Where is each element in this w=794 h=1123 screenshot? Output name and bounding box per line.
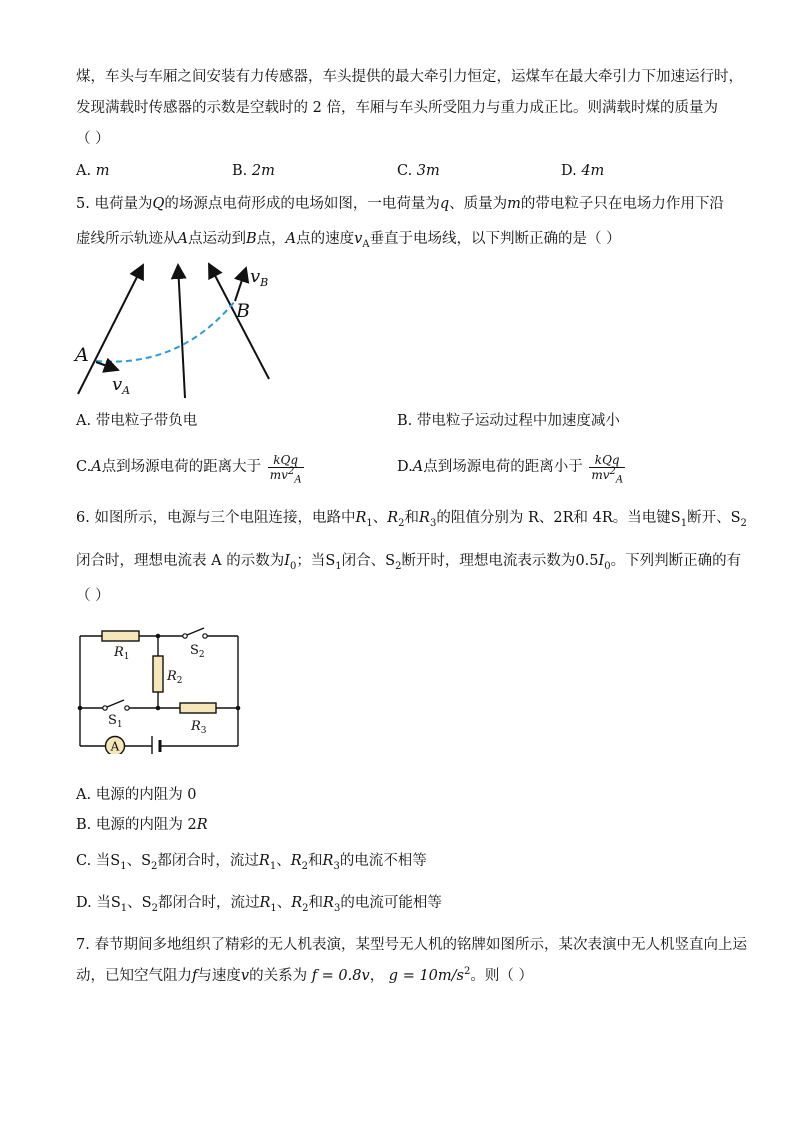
q7-line-1: 7. 春节期间多地组织了精彩的无人机表演，某型号无人机的铭牌如图所示，某次表演中无人机竖直向上运: [76, 937, 747, 953]
ammeter: [106, 737, 125, 755]
battery: [152, 736, 160, 754]
q6-line-2: 闭合时，理想电流表 A 的示数为$I_0$；当$S_1$闭合、$S_2$断开时，理想电流表示数为$0.5I_0$。下列判断正确的有: [76, 553, 742, 572]
q6-line-1: 6. 如图所示，电源与三个电阻连接，电路中$R_1$、$R_2$和$R_3$的阻值分别为 R、2R和 4R。当电键$S_1$断开、$S_2$: [76, 510, 747, 529]
q4-line-2: [76, 98, 718, 118]
label-s2: $S_2$: [190, 643, 205, 660]
junction-dot-right: [236, 706, 241, 711]
junction-dot-top: [156, 634, 161, 639]
q5-line-2: 虚线所示轨迹从A点运动到B点，A点的速度$v_A$垂直于电场线，以下判断正确的是（ ）: [76, 231, 621, 250]
label-b: B: [236, 300, 250, 322]
q6-option-b: B. 电源的内阻为 2R: [76, 817, 208, 833]
electric-field-figure: [70, 258, 285, 403]
junction-dot-mid: [156, 706, 161, 711]
trajectory-dashed: [96, 301, 235, 362]
q5-option-c-fraction: $\frac{\text{kQq}}{mv^2_A}$: [269, 452, 302, 485]
label-a: A: [75, 344, 89, 366]
label-s1: $S_1$: [108, 713, 123, 730]
q4-text-1: 煤，车头与车厢之间安装有力传感器，车头提供的最大牵引力恒定，运煤车在最大牵引力下加速运行时，: [76, 69, 743, 85]
q4-paren: （ ）: [76, 131, 110, 147]
label-r1: $R_1$: [114, 645, 130, 662]
velocity-b-arrow: [235, 268, 246, 301]
q5-option-d: D.A点到场源电荷的距离小于 $\frac{\text{kQq}}{mv^2_A}$: [397, 452, 624, 485]
q5-option-b: B. 带电粒子运动过程中加速度减小: [397, 413, 620, 429]
q4-line-1: [76, 67, 743, 87]
q4-text-2: 发现满载时传感器的示数是空载时的 2 倍，车厢与车头所受阻力与重力成正比。则满载时煤的质量为: [76, 100, 718, 116]
velocity-a-arrow: [96, 362, 118, 370]
label-r2: $R_2$: [167, 669, 183, 686]
q5-option-d-fraction: $\frac{\text{kQq}}{mv^2_A}$: [591, 452, 624, 485]
switch-s2: [183, 628, 207, 638]
q6-option-c: C. 当$S_1$、$S_2$都闭合时，流过$R_1$、$R_2$和$R_3$的电流不相等: [76, 853, 427, 872]
q7-line-2: 动，已知空气阻力f与速度v的关系为 f = 0.8v， $g = 10m/s^2$。则（ ）: [76, 966, 533, 984]
q5-option-a: A. 带电粒子带负电: [76, 413, 198, 429]
circuit-figure: [72, 624, 247, 754]
q5-line-1: 5. 电荷量为Q的场源点电荷形成的电场如图，一电荷量为q、质量为m的带电粒子只在电场力作用下沿: [76, 196, 724, 212]
label-r3: $R_3$: [191, 719, 207, 736]
junction-dot-left: [78, 706, 83, 711]
field-line-1: [78, 265, 143, 394]
q4-option-b: B. 2m: [232, 163, 275, 179]
q4-option-a: A. m: [76, 163, 110, 179]
svg-text:A: A: [110, 739, 120, 754]
resistor-r1: [102, 631, 139, 641]
q6-option-a: A. 电源的内阻为 0: [76, 787, 197, 803]
q5-option-c: C.A点到场源电荷的距离大于 $\frac{\text{kQq}}{mv^2_A}$: [76, 452, 302, 485]
switch-s1: [103, 700, 129, 710]
field-line-2: [178, 265, 185, 398]
q4-option-d: D. 4m: [561, 163, 605, 179]
q6-option-d: D. 当$S_1$、$S_2$都闭合时，流过$R_1$、$R_2$和$R_3$的电流可能相等: [76, 895, 442, 914]
q6-paren: （ ）: [76, 588, 110, 604]
label-va: $v_A$: [112, 374, 131, 397]
resistor-r3: [180, 703, 216, 713]
resistor-r2: [153, 656, 163, 692]
label-vb: $v_B$: [250, 266, 269, 289]
q4-option-c: C. 3m: [397, 163, 440, 179]
